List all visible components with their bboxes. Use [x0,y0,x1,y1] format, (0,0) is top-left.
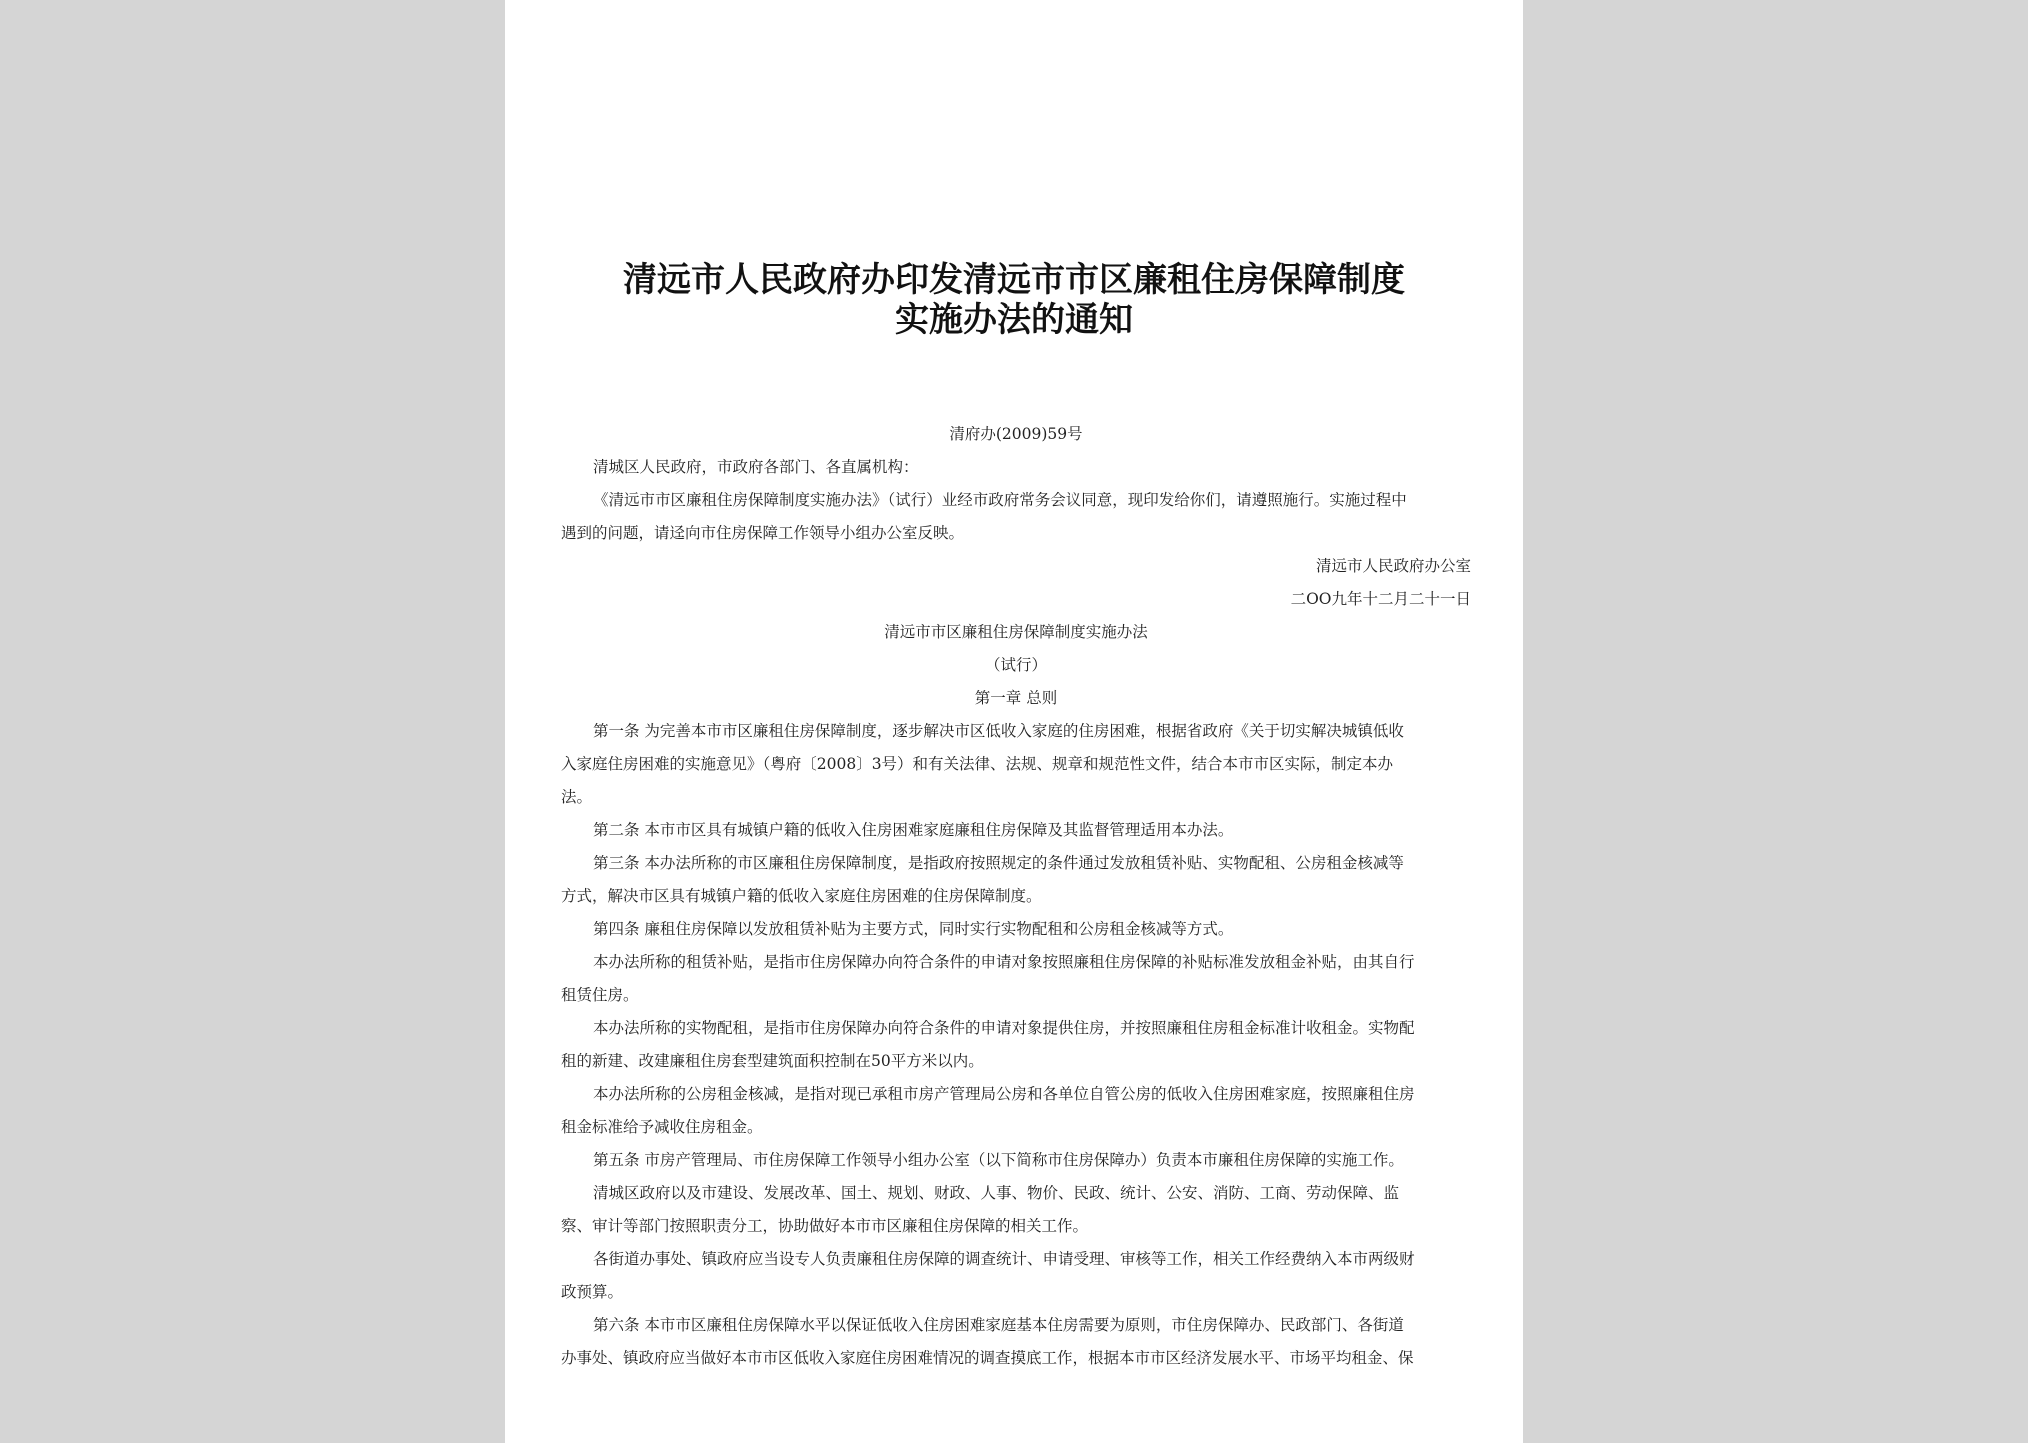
intro-line-2: 遇到的问题，请迳向市住房保障工作领导小组办公室反映。 [561,524,965,542]
document-body [561,418,1471,1375]
article-line: 租的新建、改建廉租住房套型建筑面积控制在50平方米以内。 [561,1052,984,1070]
article-line: 清城区政府以及市建设、发展改革、国土、规划、财政、人事、物价、民政、统计、公安、消防、工商、劳动保障、监 [593,1184,1400,1202]
document-page [505,0,1523,1443]
article-line: 本办法所称的公房租金核减，是指对现已承租市房产管理局公房和各单位自管公房的低收入住房困难家庭，按照廉租住房 [593,1085,1415,1103]
article-line: 本办法所称的租赁补贴，是指市住房保障办向符合条件的申请对象按照廉租住房保障的补贴标准发放租金补贴，由其自行 [593,953,1415,971]
article-line: 第六条 本市市区廉租住房保障水平以保证低收入住房困难家庭基本住房需要为原则，市住房保障办、民政部门、各街道 [593,1316,1404,1334]
articles-list [561,715,1471,1375]
signature-date: 二OO九年十二月二十一日 [1290,590,1471,608]
chapter-heading: 第一章 总则 [974,689,1058,707]
article-line: 第二条 本市市区具有城镇户籍的低收入住房困难家庭廉租住房保障及其监督管理适用本办法。 [593,821,1234,839]
title-line-1: 清远市人民政府办印发清远市市区廉租住房保障制度 [623,260,1405,300]
article-line: 法。 [561,788,593,806]
article-line: 办事处、镇政府应当做好本市市区低收入家庭住房困难情况的调查摸底工作，根据本市市区经济发展水平、市场平均租金、保 [561,1349,1414,1367]
article-line: 政预算。 [561,1283,624,1301]
article-line: 第五条 市房产管理局、市住房保障工作领导小组办公室（以下简称市住房保障办）负责本市廉租住房保障的实施工作。 [593,1151,1404,1169]
signature-org: 清远市人民政府办公室 [1315,557,1471,575]
article-line: 本办法所称的实物配租，是指市住房保障办向符合条件的申请对象提供住房，并按照廉租住房租金标准计收租金。实物配 [593,1019,1415,1037]
article-line: 第四条 廉租住房保障以发放租赁补贴为主要方式，同时实行实物配租和公房租金核减等方式。 [593,920,1234,938]
article-line: 入家庭住房困难的实施意见》（粤府〔2008〕3号）和有关法律、法规、规章和规范性文件，结合本市市区实际，制定本办 [561,755,1394,773]
document-number: 清府办(2009)59号 [949,425,1083,443]
sub-title: 清远市市区廉租住房保障制度实施办法 [884,623,1148,641]
article-line: 各街道办事处、镇政府应当设专人负责廉租住房保障的调查统计、申请受理、审核等工作，相关工作经费纳入本市两级财 [593,1250,1415,1268]
article-line: 租金标准给予减收住房租金。 [561,1118,763,1136]
document-title [505,260,1523,340]
article-line: 察、审计等部门按照职责分工，协助做好本市市区廉租住房保障的相关工作。 [561,1217,1089,1235]
sub-title-note: （试行） [984,656,1047,674]
article-line: 租赁住房。 [561,986,639,1004]
article-line: 方式，解决市区具有城镇户籍的低收入家庭住房困难的住房保障制度。 [561,887,1042,905]
title-line-2: 实施办法的通知 [895,300,1133,340]
article-line: 第三条 本办法所称的市区廉租住房保障制度，是指政府按照规定的条件通过发放租赁补贴、实物配租、公房租金核减等 [593,854,1404,872]
intro-line-1: 《清远市市区廉租住房保障制度实施办法》（试行）业经市政府常务会议同意，现印发给你们，请遵照施行。实施过程中 [593,491,1407,509]
article-line: 第一条 为完善本市市区廉租住房保障制度，逐步解决市区低收入家庭的住房困难，根据省政府《关于切实解决城镇低收 [593,722,1404,740]
addressee: 清城区人民政府，市政府各部门、各直属机构： [593,458,919,476]
